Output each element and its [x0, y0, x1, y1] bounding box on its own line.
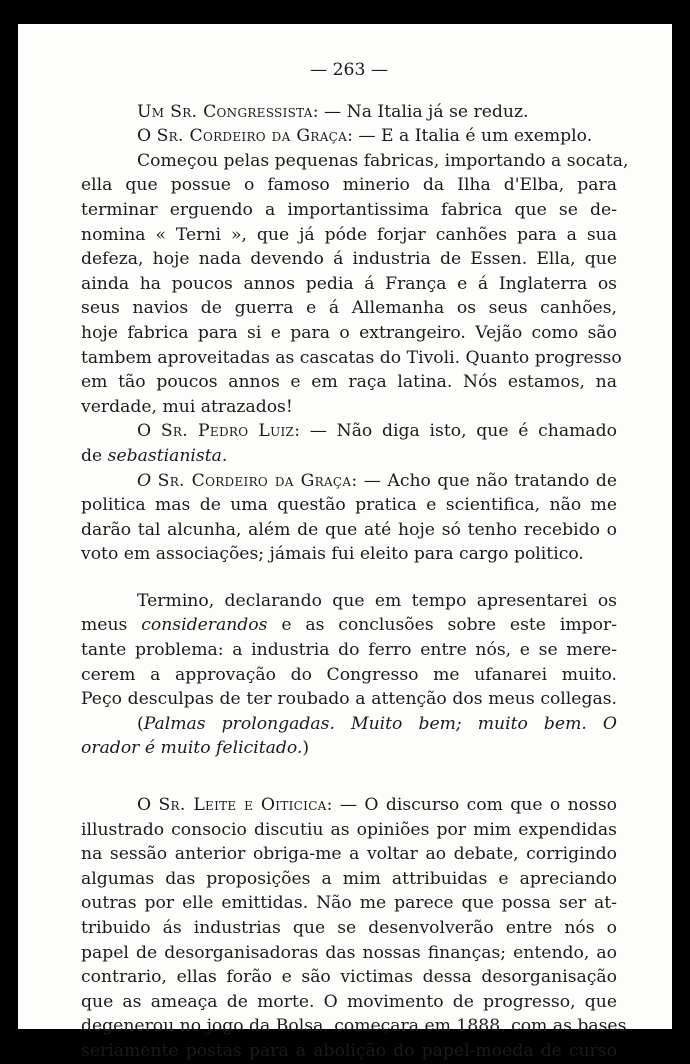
paragraph-cordeiro-1: [81, 124, 617, 149]
text-line: cerem a approvação do Congresso me ufanarei muito.: [81, 664, 617, 685]
text-line: O Sr. Cordeiro da Graça: — Acho que não tratando de: [137, 470, 617, 491]
text-line: O Sr. Leite e Oiticica: — O discurso com que o nosso: [137, 795, 618, 816]
text-line: defeza, hoje nada devendo á industria de Essen. Ella, que: [81, 249, 617, 270]
text-line: seriamente postas para a abolição do papel-moeda de curso: [81, 1040, 617, 1061]
text-line: orador é muito felicitado.): [81, 738, 310, 759]
text-line: na sessão anterior obriga-me a voltar ao debate, corrigindo: [81, 844, 617, 865]
text-line: Termino, declarando que em tempo apresentarei os: [137, 590, 617, 611]
text-line: (Palmas prolongadas. Muito bem; muito bem. O: [137, 713, 617, 734]
text-line: Peço desculpas de ter roubado a attenção dos meus collegas.: [81, 689, 617, 710]
text-line: Começou pelas pequenas fabricas, importando a socata,: [137, 150, 629, 171]
text-line: de sebastianista.: [81, 445, 228, 466]
page-number: — 263 —: [309, 60, 389, 80]
text-line: voto em associações; jámais fui eleito para cargo politico.: [81, 544, 584, 565]
paragraph-pedro-luiz: [81, 419, 617, 468]
page-sheet: [18, 24, 672, 1061]
text-line: O Sr. Cordeiro da Graça: — E a Italia é um exemplo.: [137, 126, 593, 147]
text-line: illustrado consocio discutiu as opiniões por mim expendidas: [81, 819, 617, 840]
text-line: O Sr. Pedro Luiz: — Não diga isto, que é chamado: [137, 421, 617, 442]
text-line: politica mas de uma questão pratica e scientifica, não me: [81, 495, 617, 516]
text-line: algumas das proposições a mim attribuidas e apreciando: [81, 868, 617, 889]
text-line: darão tal alcunha, além de que até hoje só tenho recebido o: [81, 519, 617, 540]
page-text: [81, 58, 629, 1064]
text-line: papel de desorganisadoras das nossas finanças; entendo, ao: [81, 942, 617, 963]
text-line: Um Sr. Congressista: — Na Italia já se reduz.: [137, 101, 529, 122]
text-line: terminar erguendo a importantissima fabrica que se de-: [81, 199, 617, 220]
paragraph-palmas: [81, 712, 617, 761]
paragraph-congressista: [81, 100, 617, 125]
text-line: meus considerandos e as conclusões sobre este impor-: [81, 615, 617, 636]
text-line: contrario, ellas forão e são victimas dessa desorganisação: [81, 967, 617, 988]
text-line: seus navios de guerra e á Allemanha os seus canhões,: [81, 298, 617, 319]
text-line: degenerou no jogo da Bolsa, começara em 1888, com as bases: [81, 1016, 627, 1037]
text-line: em tão poucos annos e em raça latina. Nós estamos, na: [81, 372, 617, 393]
paragraph-italia: [81, 149, 629, 420]
paragraph-leite-oiticica: [81, 793, 627, 1064]
paragraph-termino: [81, 589, 617, 712]
text-line: tambem aproveitadas as cascatas do Tivoli. Quanto progresso: [81, 347, 622, 368]
text-line: hoje fabrica para si e para o extrangeiro. Vejão como são: [81, 322, 617, 343]
text-line: ella que possue o famoso minerio da Ilha d'Elba, para: [81, 175, 617, 196]
text-line: tribuido ás industrias que se desenvolverão entre nós o: [81, 918, 617, 938]
text-line: nomina « Terni », que já póde forjar canhões para a sua: [81, 224, 617, 245]
text-line: outras por elle emittidas. Não me parece que possa ser at-: [81, 893, 617, 914]
paragraph-cordeiro-2: [81, 469, 617, 567]
text-line: verdade, mui atrazados!: [81, 396, 293, 417]
text-line: que as ameaça de morte. O movimento de progresso, que: [81, 991, 617, 1012]
text-line: tante problema: a industria do ferro entre nós, e se mere-: [81, 640, 617, 661]
text-line: ainda ha poucos annos pedia á França e á Inglaterra os: [81, 273, 617, 294]
